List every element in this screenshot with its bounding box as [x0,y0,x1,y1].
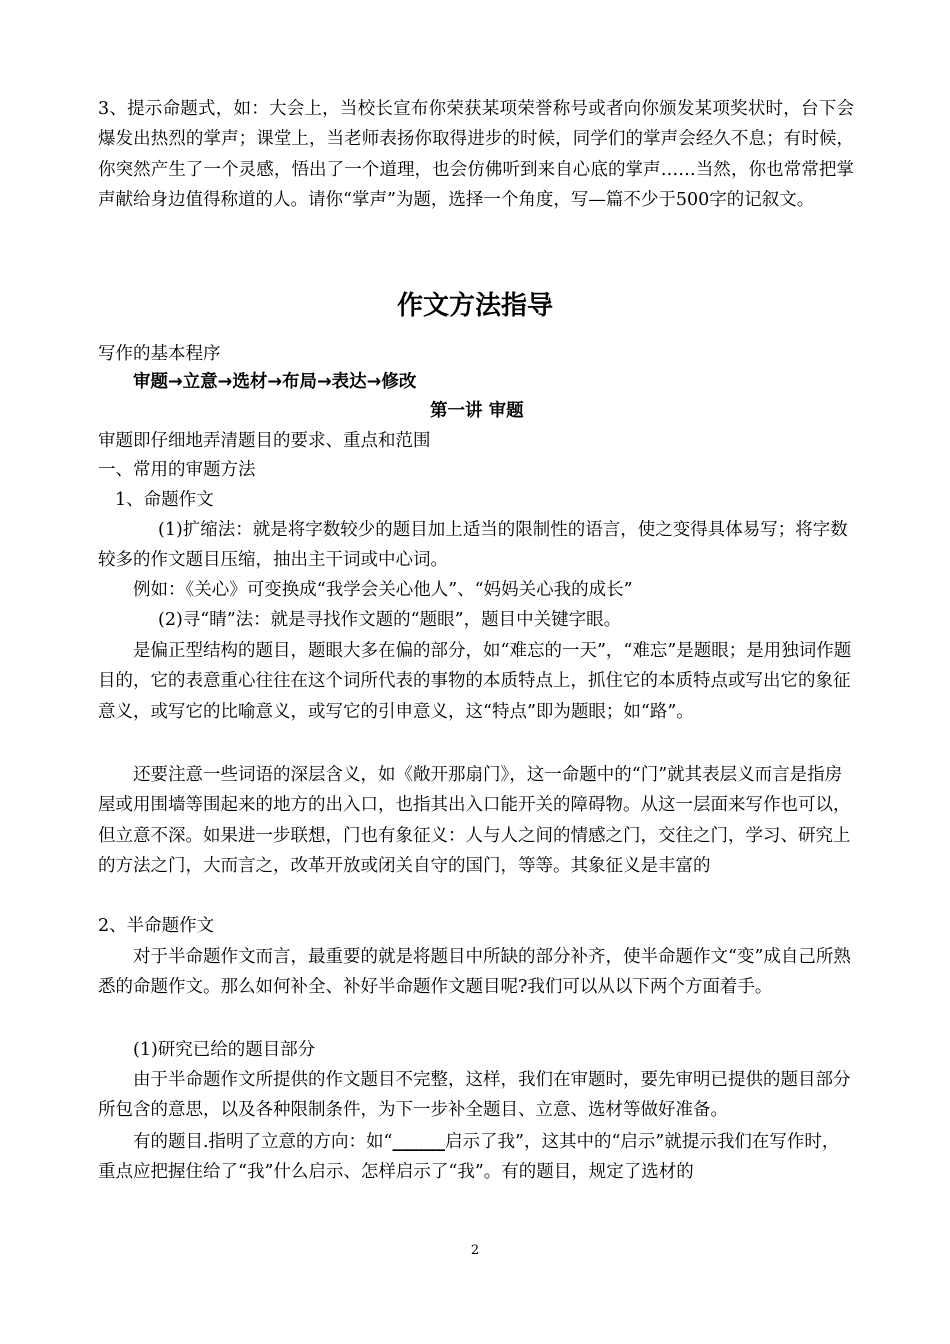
paragraph-example: 例如：《关心》可变换成“我学会关心他人”、“妈妈关心我的成长” [133,580,633,600]
paragraph-expand-method: (1)扩缩法：就是将字数较少的题目加上适当的限制性的语言，使之变得具体易写；将字数较多的作文题目压缩，抽出主干词或中心词。 [98,520,848,571]
definition-line: 审题即仔细地弄清题目的要求、重点和范围 [98,431,431,451]
blank-fill: ______ [392,1132,446,1152]
paragraph-deep-meaning: 还要注意一些词语的深层含义，如《敞开那扇门》，这一命题中的“门”就其表层义而言是指房屋或用围墙等围起来的地方的出入口，也指其出入口能开关的障碍物。从这一层面来写作也可以，但立意不深。如果进一步联想，门也有象征义：人与人之间的情感之门，交往之门，学习、研究上的方法之门，大而言之，改革开放或闭关自守的国门，等等。其象征义是丰富的 [98,765,851,876]
paragraph-some-topics [98,1127,854,1188]
paragraph-some-topics-a: 有的题目.指明了立意的方向：如“ [133,1132,393,1152]
paragraph-half-topic: 对于半命题作文而言，最重要的就是将题目中所缺的部分补齐，使半命题作文“变”成自己所熟悉的命题作文。那么如何补全、补好半命题作文题目呢?我们可以从以下两个方面着手。 [98,947,851,998]
paragraph-structure: 是偏正型结构的题目，题眼大多在偏的部分，如“难忘的一天”，“难忘”是题眼；是用独词作题目的，它的表意重心往往在这个词所代表的事物的本质特点上，抓住它的本质特点或写出它的象征意义，或写它的比喻意义，或写它的引申意义，这“特点”即为题眼；如“路”。 [98,641,852,722]
subsection-heading-2: 2、半命题作文 [98,916,215,936]
paragraph-eye-method: (2)寻“睛”法：就是寻找作文题的“题眼”，题目中关键字眼。 [158,610,622,630]
lecture-heading: 第一讲 审题 [430,401,524,421]
paragraph-because: 由于半命题作文所提供的作文题目不完整，这样，我们在审题时，要先审明已提供的题目部分所包含的意思，以及各种限制条件，为下一步补全题目、立意、选材等做好准备。 [98,1070,851,1121]
paragraph-some-topics-b: 启示了我”，这其中的“启示”就提示我们在写作时，重点应把握住给了“我”什么启示、怎样启示了“我”。有的题目，规定了选材的 [98,1132,840,1183]
section-heading-1: 一、常用的审题方法 [98,460,256,480]
page-number: 2 [470,1243,480,1258]
paragraph-research: (1)研究已给的题目部分 [133,1040,316,1060]
paragraph-item3: 3、提示命题式，如：大会上，当校长宣布你荣获某项荣誉称号或者向你颁发某项奖状时，台下会爆发出热烈的掌声；课堂上，当老师表扬你取得进步的时候，同学们的掌声会经久不息；有时候，你突然产生了一个灵感，悟出了一个道理，也会仿佛听到来自心底的掌声……当然，你也常常把掌声献给身边值得称道的人。请你“掌声”为题，选择一个角度，写—篇不少于500字的记叙文。 [98,99,854,210]
page-title: 作文方法指导 [396,291,553,321]
writing-steps: 审题→立意→选材→布局→表达→修改 [133,372,417,392]
basic-program-heading: 写作的基本程序 [98,344,221,364]
subsection-heading-1: 1、命题作文 [115,490,214,510]
